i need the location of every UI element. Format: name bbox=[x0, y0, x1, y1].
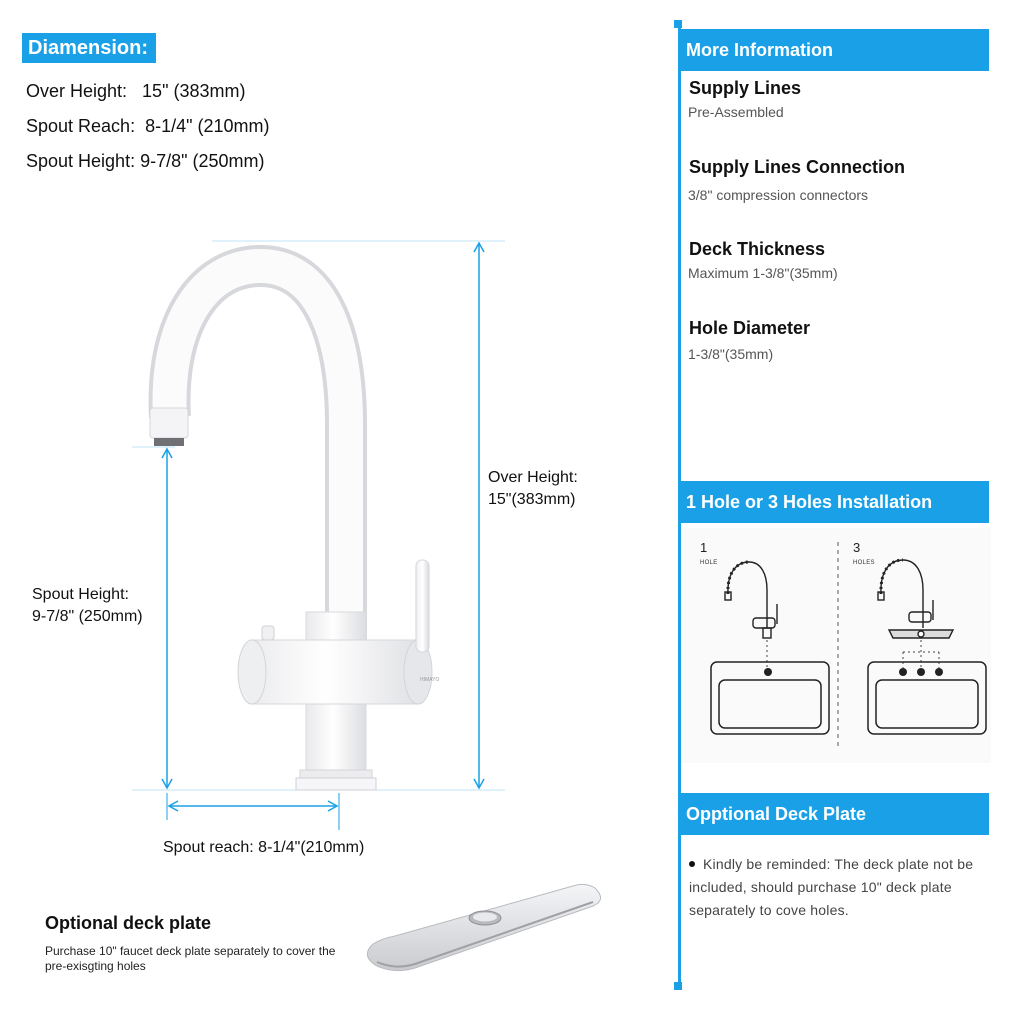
deck-plate-body bbox=[367, 884, 600, 970]
faucet-base bbox=[296, 778, 376, 790]
supply-connection-value: 3/8" compression connectors bbox=[688, 187, 869, 203]
supply-connection-title: Supply Lines Connection bbox=[689, 157, 906, 177]
brand-mark: HIMAYO bbox=[420, 677, 440, 683]
three-hole-dot-right bbox=[935, 668, 943, 676]
spout-body bbox=[170, 266, 346, 640]
deck-plate-note-text: Kindly be reminded: The deck plate not be included, should purchase 10" deck plate separately to cove holes. bbox=[689, 856, 974, 918]
right-rail-end bbox=[674, 982, 682, 990]
deck-thickness-value: Maximum 1-3/8"(35mm) bbox=[688, 265, 838, 281]
bullet-icon bbox=[689, 861, 695, 867]
deck-plate-title: Optional deck plate bbox=[45, 913, 212, 933]
three-hole-dot-left bbox=[899, 668, 907, 676]
right-rail-cap bbox=[674, 20, 682, 28]
faucet-cross-body bbox=[241, 640, 430, 704]
hole-diameter-title: Hole Diameter bbox=[689, 318, 811, 338]
spout-height-line: Spout Height: 9-7/8" (250mm) bbox=[26, 151, 265, 171]
more-info-banner: More Information bbox=[679, 29, 989, 71]
deck-plate-hole-inner bbox=[473, 913, 497, 922]
dimension-badge: Diamension: bbox=[22, 33, 156, 63]
three-hole-sink bbox=[868, 662, 986, 734]
deck-thickness-title: Deck Thickness bbox=[689, 239, 826, 259]
spout-reach-line: Spout Reach: 8-1/4" (210mm) bbox=[26, 116, 270, 136]
hole-diameter-value: 1-3/8"(35mm) bbox=[688, 346, 774, 362]
left-valve-end bbox=[238, 640, 266, 704]
three-hole-number: 3 bbox=[853, 540, 861, 555]
three-hole-faucet bbox=[878, 560, 953, 638]
deck-plate-image bbox=[355, 878, 610, 978]
spout-height-value: 9-7/8" (250mm) bbox=[32, 608, 143, 625]
over-height-label: Over Height: bbox=[488, 469, 578, 486]
handle-lever bbox=[416, 560, 429, 652]
one-hole-faucet bbox=[725, 562, 777, 638]
faucet-dimension-diagram bbox=[0, 230, 670, 870]
spout-reach-label: Spout reach: 8-1/4"(210mm) bbox=[163, 839, 365, 856]
three-hole-dot-center bbox=[917, 668, 925, 676]
supply-lines-title: Supply Lines bbox=[689, 78, 802, 98]
spout-height-label: Spout Height: bbox=[32, 586, 129, 603]
one-hole-dot bbox=[764, 668, 772, 676]
deck-plate-note bbox=[689, 853, 979, 922]
aerator-outlet bbox=[154, 438, 184, 446]
deck-plate-description: Purchase 10" faucet deck plate separately to cover the pre-exisgting holes bbox=[45, 944, 336, 973]
supply-lines-value: Pre-Assembled bbox=[688, 104, 784, 120]
over-height-line: Over Height: 15" (383mm) bbox=[26, 81, 246, 101]
one-hole-caption: HOLE bbox=[700, 560, 718, 566]
installation-drawing bbox=[681, 528, 991, 763]
three-hole-caption: HOLES bbox=[853, 560, 875, 566]
over-height-value: 15"(383mm) bbox=[488, 491, 576, 508]
one-hole-number: 1 bbox=[700, 540, 708, 555]
installation-banner: 1 Hole or 3 Holes Installation bbox=[679, 481, 989, 523]
left-knob bbox=[262, 626, 274, 640]
optional-deck-plate-banner: Opptional Deck Plate bbox=[679, 793, 989, 835]
aerator-tip bbox=[150, 408, 188, 438]
